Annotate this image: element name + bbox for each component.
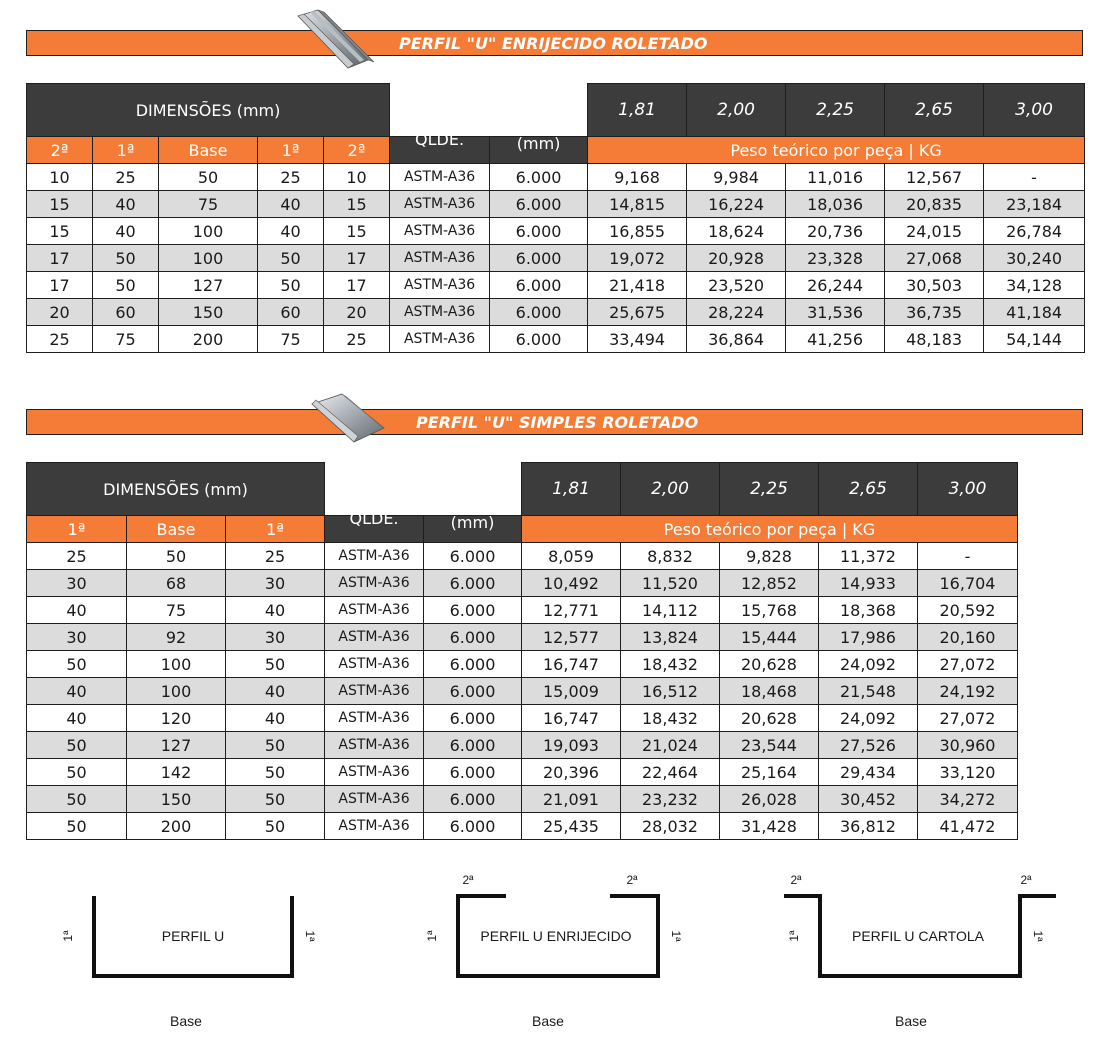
table-cell: 12,771 [522,597,621,624]
table-row [27,570,1018,597]
table-cell: ASTM-A36 [325,813,424,840]
table-cell: 100 [159,218,258,245]
table-cell: 6.000 [424,759,522,786]
table-cell: 12,852 [720,570,819,597]
table-cell: 9,168 [588,164,687,191]
table-cell: 6.000 [490,299,588,326]
dimensions-header: DIMENSÕES (mm) [27,84,390,137]
section2-table [26,462,1018,840]
table-cell: 26,244 [786,272,885,299]
table-cell: 20,396 [522,759,621,786]
table-row [27,597,1018,624]
table-cell: 16,224 [687,191,786,218]
table-cell: ASTM-A36 [390,326,490,353]
table-cell: 33,120 [918,759,1018,786]
table-cell: 40 [258,218,324,245]
lip-label-left: 2ª [790,873,802,887]
table-cell: 15 [27,191,93,218]
table-cell: 9,828 [720,543,819,570]
table-cell: 50 [258,272,324,299]
table-cell: 15 [27,218,93,245]
table-cell: 15,444 [720,624,819,651]
table-cell: 25 [27,543,127,570]
table-row [27,543,1018,570]
dim-col-header: 1ª [226,516,325,543]
table-cell: 50 [226,732,325,759]
table-cell: 75 [93,326,159,353]
table-cell: 41,184 [984,299,1085,326]
steel-u-channel-icon [288,8,378,74]
side-label-left: 1ª [425,930,439,942]
table-cell: 25,675 [588,299,687,326]
table-cell: 18,468 [720,678,819,705]
table-cell: 20,736 [786,218,885,245]
table-cell: 30 [27,570,127,597]
table-cell: 48,183 [885,326,984,353]
table-cell: 20,835 [885,191,984,218]
table-cell: 200 [159,326,258,353]
table-cell: 100 [127,678,226,705]
table-cell: ASTM-A36 [390,245,490,272]
table-cell: 20 [27,299,93,326]
table-row [27,678,1018,705]
table-cell: 25 [324,326,390,353]
table-row [27,759,1018,786]
table-cell: 12,577 [522,624,621,651]
table-cell: 6.000 [424,732,522,759]
table-cell: 10 [27,164,93,191]
table-cell: 20,628 [720,705,819,732]
weight-header: Peso teórico por peça | KG [588,137,1085,164]
dimensions-header: DIMENSÕES (mm) [27,463,325,516]
table-cell: 33,494 [588,326,687,353]
table-cell: 17,986 [819,624,918,651]
table-row [27,732,1018,759]
table-row [27,651,1018,678]
table-cell: 26,028 [720,786,819,813]
table-cell: 6.000 [490,245,588,272]
table-cell: 22,464 [621,759,720,786]
table-cell: ASTM-A36 [325,543,424,570]
table-cell: 27,072 [918,705,1018,732]
table-cell: 50 [27,786,127,813]
table-cell: 25 [27,326,93,353]
section1-table [26,83,1085,353]
table-cell: 40 [226,705,325,732]
table-cell: 36,864 [687,326,786,353]
table-cell: 6.000 [424,651,522,678]
table-cell: 30,452 [819,786,918,813]
table-cell: 30 [226,570,325,597]
comp-unit: (mm) [450,513,495,532]
table-cell: ASTM-A36 [325,786,424,813]
table-cell: 40 [226,678,325,705]
table-cell: 50 [226,651,325,678]
table-cell: ASTM-A36 [325,624,424,651]
lip-label-right: 2ª [626,873,638,887]
qlde-label: QLDE. [415,130,465,149]
table-cell: ASTM-A36 [325,597,424,624]
gauge-header: 2,65 [819,463,918,516]
dim-col-header: 2ª [324,137,390,164]
qlde-header [325,509,424,543]
table-cell: 6.000 [424,813,522,840]
table-cell: 40 [93,218,159,245]
table-cell: 10,492 [522,570,621,597]
section1-banner [26,30,1083,56]
table-cell: 27,068 [885,245,984,272]
table-cell: 31,428 [720,813,819,840]
gauge-header: 2,25 [720,463,819,516]
table-row [27,218,1085,245]
lip-label-right: 2ª [1020,873,1032,887]
table-cell: 15,009 [522,678,621,705]
perfil-u-enrijecido-name: PERFIL U ENRIJECIDO [480,928,632,944]
dim-col-header: 1ª [27,516,127,543]
table-cell: 150 [127,786,226,813]
dim-col-header: 2ª [27,137,93,164]
weight-header: Peso teórico por peça | KG [522,516,1018,543]
table-cell: 100 [159,245,258,272]
table-cell: 17 [324,272,390,299]
lip-label-left: 2ª [462,873,474,887]
table-cell: 27,072 [918,651,1018,678]
table-row [27,299,1085,326]
table-cell: 50 [27,759,127,786]
table-cell: 20,592 [918,597,1018,624]
base-label: Base [170,1013,202,1029]
steel-u-channel-icon [308,392,388,448]
table-cell: 50 [159,164,258,191]
table-cell: 50 [93,245,159,272]
table-cell: 18,432 [621,705,720,732]
table-cell: 11,372 [819,543,918,570]
table-cell: 50 [258,245,324,272]
table-cell: 6.000 [424,597,522,624]
table-cell: 75 [127,597,226,624]
table-cell: 50 [27,732,127,759]
table-cell: 6.000 [424,624,522,651]
comp-unit: (mm) [516,134,561,153]
table-cell: 17 [324,245,390,272]
table-cell: 40 [258,191,324,218]
table-cell: 12,567 [885,164,984,191]
table-row [27,326,1085,353]
table-cell: ASTM-A36 [325,678,424,705]
table-cell: 50 [127,543,226,570]
table-cell: 75 [258,326,324,353]
qlde-label: QLDE. [349,509,399,528]
table-cell: 20,928 [687,245,786,272]
table-cell: 24,092 [819,705,918,732]
table-row [27,786,1018,813]
table-cell: 6.000 [424,570,522,597]
table-cell: 6.000 [424,678,522,705]
gauge-header: 2,65 [885,84,984,137]
perfil-u-diagram [40,870,340,1040]
table-cell: 15,768 [720,597,819,624]
table-cell: 11,016 [786,164,885,191]
table-cell: 40 [27,597,127,624]
table-cell: 6.000 [490,164,588,191]
table-cell: ASTM-A36 [325,732,424,759]
side-label-right: 1ª [303,930,317,942]
table-cell: 28,224 [687,299,786,326]
gauge-header: 3,00 [984,84,1085,137]
table-cell: 24,192 [918,678,1018,705]
perfil-u-enrijecido-diagram [398,870,698,1040]
table-cell: 25,164 [720,759,819,786]
table-cell: ASTM-A36 [390,218,490,245]
comp-header [424,491,522,543]
table-cell: 100 [127,651,226,678]
dim-col-header: Base [159,137,258,164]
table-cell: 18,432 [621,651,720,678]
table-row [27,164,1085,191]
table-cell: 36,735 [885,299,984,326]
table-cell: 15 [324,191,390,218]
table-cell: 21,091 [522,786,621,813]
table-cell: 24,092 [819,651,918,678]
table-cell: 6.000 [424,543,522,570]
table-cell: 15 [324,218,390,245]
table-cell: ASTM-A36 [390,164,490,191]
table-cell: 16,747 [522,651,621,678]
table-cell: 20 [324,299,390,326]
table-cell: 16,855 [588,218,687,245]
table-cell: - [984,164,1085,191]
table-cell: 50 [93,272,159,299]
table-cell: 17 [27,245,93,272]
table-cell: ASTM-A36 [390,191,490,218]
table-cell: 21,418 [588,272,687,299]
table-cell: 11,520 [621,570,720,597]
table-cell: ASTM-A36 [390,299,490,326]
table-cell: 16,747 [522,705,621,732]
table-cell: 50 [226,813,325,840]
table-cell: 26,784 [984,218,1085,245]
table-cell: 60 [93,299,159,326]
table-cell: 23,232 [621,786,720,813]
perfil-u-name: PERFIL U [161,928,225,944]
table-cell: 9,984 [687,164,786,191]
table-cell: 6.000 [424,786,522,813]
table-cell: 29,434 [819,759,918,786]
table-cell: ASTM-A36 [325,705,424,732]
table-row [27,191,1085,218]
table-cell: 40 [27,705,127,732]
table-cell: 40 [27,678,127,705]
side-label-left: 1ª [787,930,801,942]
table-cell: 18,368 [819,597,918,624]
table-cell: 120 [127,705,226,732]
gauge-header: 2,25 [786,84,885,137]
table-cell: 25,435 [522,813,621,840]
table-cell: 6.000 [490,191,588,218]
perfil-u-cartola-name: PERFIL U CARTOLA [851,928,985,944]
table-cell: 8,832 [621,543,720,570]
table-cell: 30 [27,624,127,651]
comp-header [490,112,588,164]
comp-label: COMP. [513,112,564,131]
table-cell: 18,624 [687,218,786,245]
table-cell: 50 [226,759,325,786]
table-cell: ASTM-A36 [390,272,490,299]
perfil-u-cartola-diagram [766,870,1066,1040]
table-cell: 40 [93,191,159,218]
table-cell: 50 [27,651,127,678]
base-label: Base [532,1013,564,1029]
table-cell: 68 [127,570,226,597]
table-cell: 34,128 [984,272,1085,299]
table-cell: 21,024 [621,732,720,759]
table-cell: 23,184 [984,191,1085,218]
table-cell: 14,933 [819,570,918,597]
table-cell: 14,815 [588,191,687,218]
comp-label: COMP. [447,491,498,510]
table-cell: 31,536 [786,299,885,326]
table-cell: 8,059 [522,543,621,570]
table-cell: 50 [226,786,325,813]
table-cell: 142 [127,759,226,786]
table-cell: 28,032 [621,813,720,840]
table-cell: 75 [159,191,258,218]
table-cell: 13,824 [621,624,720,651]
table-cell: 25 [258,164,324,191]
table-cell: 17 [27,272,93,299]
table-cell: 24,015 [885,218,984,245]
section2-banner [26,409,1083,435]
table-cell: 25 [93,164,159,191]
table-cell: 127 [127,732,226,759]
table-cell: 30,240 [984,245,1085,272]
table-cell: 27,526 [819,732,918,759]
table-row [27,813,1018,840]
section2-title: PERFIL "U" SIMPLES ROLETADO [416,413,699,432]
table-cell: 6.000 [424,705,522,732]
table-cell: ASTM-A36 [325,759,424,786]
table-cell: ASTM-A36 [325,570,424,597]
table-cell: 40 [226,597,325,624]
table-cell: 16,704 [918,570,1018,597]
gauge-header: 1,81 [522,463,621,516]
table-cell: 10 [324,164,390,191]
table-cell: 41,472 [918,813,1018,840]
table-row [27,624,1018,651]
table-cell: 30 [226,624,325,651]
table-cell: 41,256 [786,326,885,353]
side-label-left: 1ª [61,930,75,942]
table-cell: - [918,543,1018,570]
table-cell: 34,272 [918,786,1018,813]
table-cell: 23,520 [687,272,786,299]
table-cell: 54,144 [984,326,1085,353]
table-row [27,705,1018,732]
table-cell: 18,036 [786,191,885,218]
table-cell: ASTM-A36 [325,651,424,678]
dim-col-header: 1ª [258,137,324,164]
table-cell: 19,072 [588,245,687,272]
base-label: Base [895,1013,927,1029]
table-cell: 30,503 [885,272,984,299]
table-cell: 23,544 [720,732,819,759]
table-cell: 14,112 [621,597,720,624]
table-cell: 20,160 [918,624,1018,651]
table-row [27,245,1085,272]
table-cell: 16,512 [621,678,720,705]
table-cell: 50 [27,813,127,840]
gauge-header: 1,81 [588,84,687,137]
side-label-right: 1ª [669,930,683,942]
section1-title: PERFIL "U" ENRIJECIDO ROLETADO [399,34,708,53]
gauge-header: 2,00 [687,84,786,137]
dim-col-header: Base [127,516,226,543]
table-cell: 6.000 [490,326,588,353]
table-cell: 92 [127,624,226,651]
table-cell: 150 [159,299,258,326]
table-cell: 20,628 [720,651,819,678]
gauge-header: 3,00 [918,463,1018,516]
side-label-right: 1ª [1031,930,1045,942]
table-cell: 25 [226,543,325,570]
table-cell: 60 [258,299,324,326]
dim-col-header: 1ª [93,137,159,164]
table-cell: 23,328 [786,245,885,272]
table-cell: 30,960 [918,732,1018,759]
table-row [27,272,1085,299]
table-cell: 200 [127,813,226,840]
table-cell: 127 [159,272,258,299]
table-cell: 19,093 [522,732,621,759]
table-cell: 21,548 [819,678,918,705]
gauge-header: 2,00 [621,463,720,516]
table-cell: 36,812 [819,813,918,840]
table-cell: 6.000 [490,218,588,245]
qlde-header [390,130,490,164]
table-cell: 6.000 [490,272,588,299]
